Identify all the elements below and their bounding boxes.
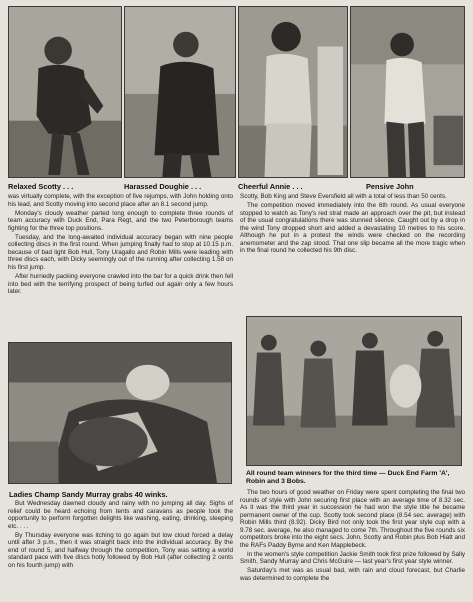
right-column-upper bbox=[240, 193, 465, 311]
caption-cheerful-annie: Cheerful Annie . . . bbox=[238, 182, 303, 191]
right-paragraph: Saturday's met was as usual bad, with rain and cloud forecast, but Charlie was determined to complete the bbox=[240, 567, 465, 583]
left-paragraph: After hurriedly packing everyone crawled into the bar for a quick drink then fell into bed with the terrifying prospect of being turfed out again only a few hours later. bbox=[8, 272, 233, 296]
left-column-lower bbox=[8, 500, 233, 600]
right-paragraph: In the women's style competition Jackie Smith took first prize followed by Sally Smith, Sandy Murray and Chris McGuire — last year's first year style winner. bbox=[240, 550, 465, 566]
left-paragraph: Tuesday, and the long-awaited individual accuracy began with nine people collecting discs in the first round. When jumping finally had to stop at 10.15 p.m. because of bad light Bob Hull, Tony Uragallo and Robin Mills were leading with three discs each, with Dicky seemingly out of the running after collecting 1.58 on his first jump. bbox=[8, 233, 233, 271]
left-paragraph: But Wednesday dawned cloudy and rainy with no jumping all day. Sighs of relief could be heard echoing from tents and caravans as people took the opportunity to perform forgotten delights like washing, eating, drinking, sleeping etc. . . . bbox=[8, 500, 233, 530]
left-column-upper bbox=[8, 193, 233, 339]
left-paragraph: By Thursday everyone was itching to go again but low cloud forced a delay until after 3 p.m., then it was straight back into the individual accuracy. By the end of round 5, and halfway through the competition, Tony was setting a world standard pace with five discs hotly followed by Bob Hull (after collecting 2 cents on his fourth jump) with bbox=[8, 531, 233, 569]
photo-harassed-doughie bbox=[124, 6, 236, 178]
right-paragraph: The competition moved immediately into the 6th round. As usual everyone stopped to watch as Tony's red strat made an approach over the pit, but instead of the usual congratulations there was stunned silence. Caught out by a drop in the wind Tony dropped short and added a devastating 10 metres to his score. Although he put in a protest the winds were checked on the recording anemometer and the zap stood. That one slip became all the more tragic when in the final round he collected his 9th disc. bbox=[240, 202, 465, 255]
photo-scotty-image bbox=[9, 7, 121, 177]
left-paragraph: was virtually complete, with the exception of five rejumps, with John holding onto his lead, and Scotty moving into second place after an 8.1 second jump. bbox=[8, 193, 233, 208]
photo-team-winners bbox=[246, 316, 462, 466]
right-paragraph: The two hours of good weather on Friday were spent completing the final two rounds of style with John securing first place with an average time of 8.32 sec. As it was the third year in succession he had won the style title he became permanent owner of the cup. Scotty took second place (8.54 sec. average) with Robin Mills third (8.92). Dicky Bird not only took the first year style cup with a 9.78 sec. average, he also managed to come 7th. Throughout the five rounds six competitors broke into the eight secs. John, Scotty and Robin plus Bob Hiatt and the RAFs Paddy Byrne and Ken Mapplebeck. bbox=[240, 489, 465, 549]
photo-team-image bbox=[247, 317, 461, 465]
right-column-lower bbox=[240, 489, 465, 599]
caption-pensive-john: Pensive John bbox=[366, 182, 414, 191]
photo-relaxed-scotty bbox=[8, 6, 122, 178]
caption-relaxed-scotty: Relaxed Scotty . . . bbox=[8, 182, 74, 191]
right-paragraph: Scotty, Bob King and Steve Eversfield all with a total of less than 50 cents. bbox=[240, 193, 447, 200]
photo-annie-image bbox=[239, 7, 347, 177]
photo-sandy-image bbox=[9, 343, 231, 483]
photo-pensive-john bbox=[350, 6, 465, 178]
caption-team-winners: All round team winners for the third time — Duck End Farm 'A', Robin and 3 Bobs. bbox=[246, 470, 450, 486]
photo-cheerful-annie bbox=[238, 6, 348, 178]
caption-harassed-doughie: Harassed Doughie . . . bbox=[124, 182, 202, 191]
caption-sandy-murray: Ladies Champ Sandy Murray grabs 40 winks. bbox=[9, 490, 168, 499]
photo-john-image bbox=[351, 7, 464, 177]
left-paragraph: Monday's cloudy weather parted long enough to complete three rounds of team accuracy with Duck End, Para Regt, and the two Peterborough teams fighting for the three top positions. bbox=[8, 209, 233, 232]
photo-sandy-murray bbox=[8, 342, 232, 484]
photo-doughie-image bbox=[125, 7, 235, 177]
